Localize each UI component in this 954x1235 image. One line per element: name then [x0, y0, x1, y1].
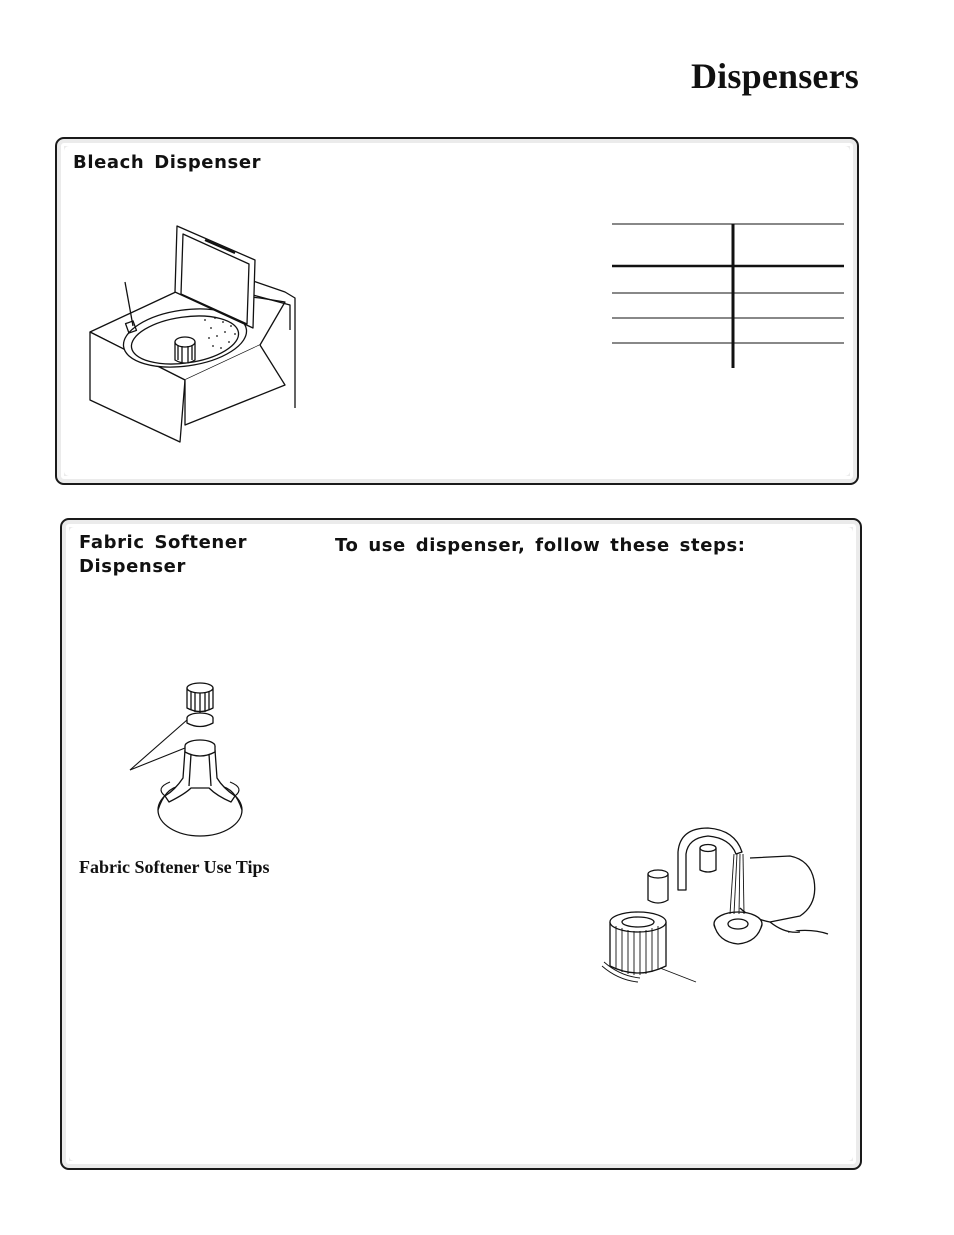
fabric-softener-heading-line1: Fabric Softener [79, 532, 248, 553]
fabric-softener-heading-line2: Dispenser [79, 556, 186, 577]
fabric-softener-heading [79, 531, 309, 579]
rinsing-dispenser-at-faucet-illustration [600, 822, 830, 994]
use-tips-heading: Fabric Softener Use Tips [79, 857, 270, 877]
steps-heading: To use dispenser, follow these steps: [335, 535, 746, 556]
page-title: Dispensers [690, 56, 859, 96]
bleach-dispenser-heading: Bleach Dispenser [73, 152, 262, 173]
fabric-softener-dispenser-illustration [125, 678, 260, 843]
washer-illustration [85, 220, 305, 445]
bleach-measurement-table [612, 222, 844, 370]
